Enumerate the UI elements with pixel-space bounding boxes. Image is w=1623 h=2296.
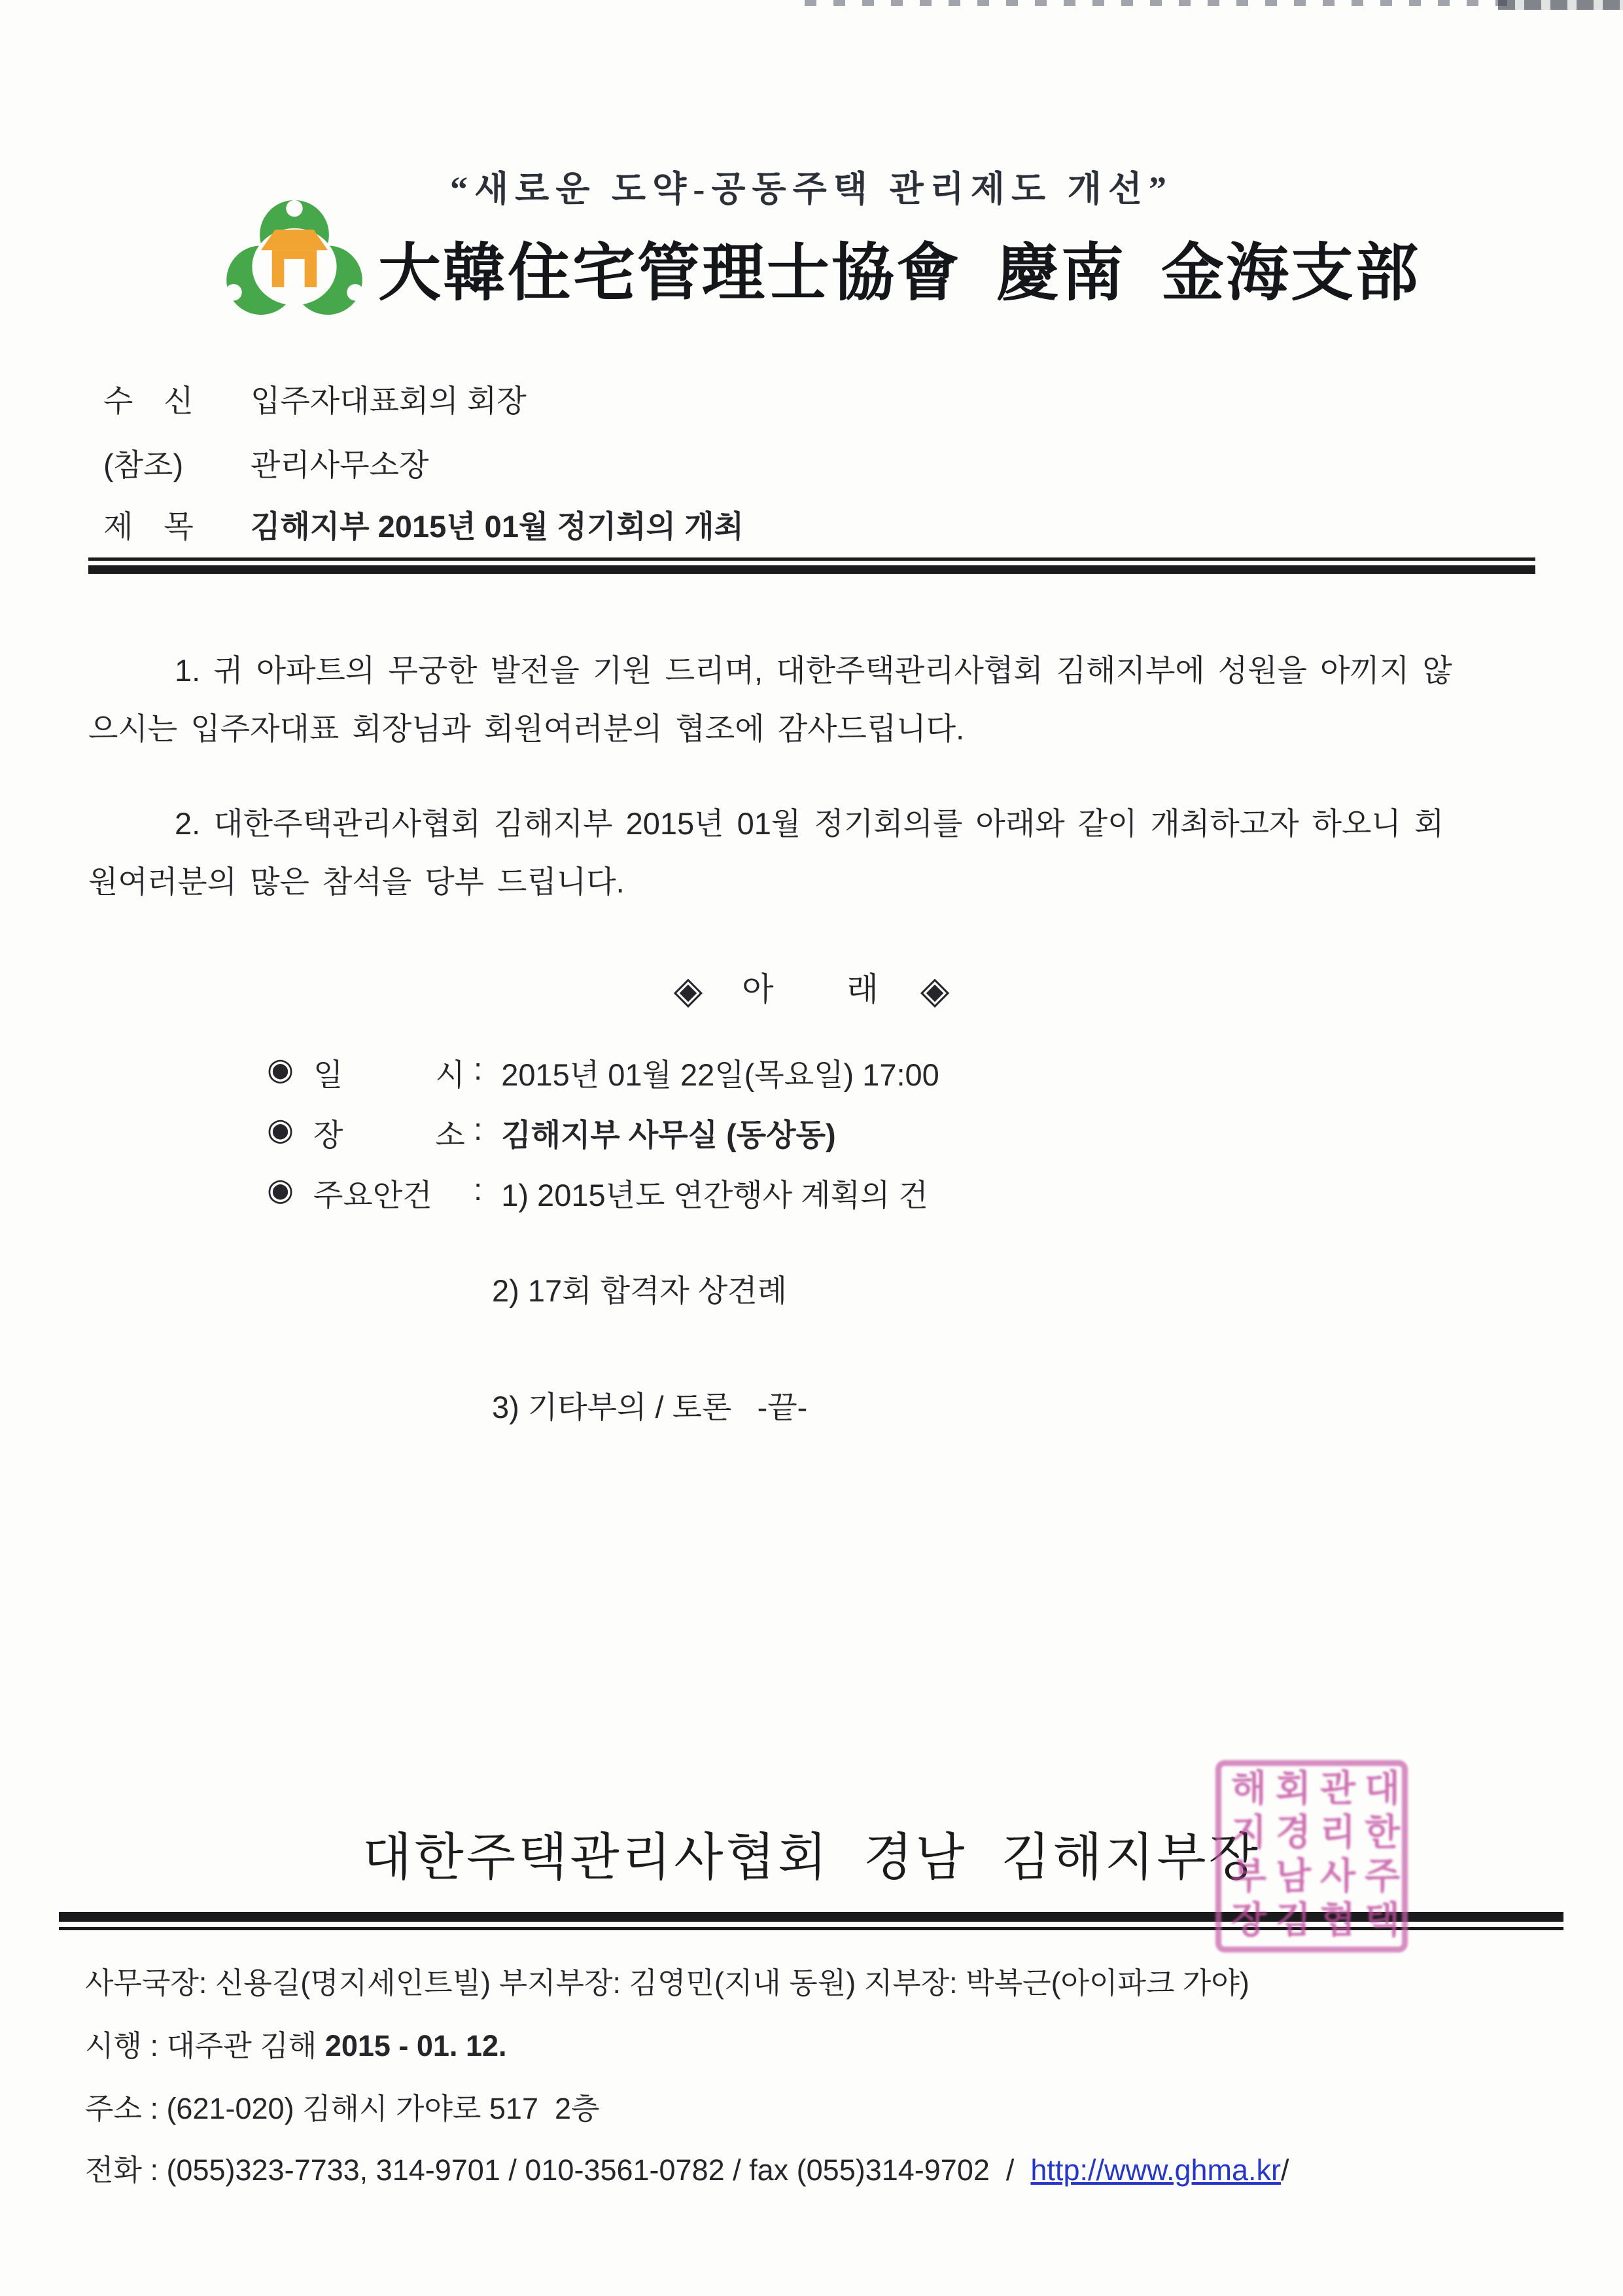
detail-value: 1) 2015년도 연간행사 계획의 건 (501, 1178, 928, 1212)
association-logo-icon (217, 195, 372, 317)
scan-artifact-top-corner (1498, 0, 1623, 10)
detail-colon: : (465, 1051, 491, 1086)
agenda-item-3: 3) 기타부의 / 토론 -끝- (492, 1390, 808, 1424)
website-suffix: / (1281, 2153, 1289, 2187)
footer-issue-line (85, 2022, 507, 2064)
bullet-icon: ◉ (267, 1051, 294, 1086)
detail-row-place (267, 1111, 836, 1155)
slogan-quote: “새로운 도약-공동주택 관리제도 개선” (450, 169, 1173, 209)
body-paragraph-1: 1. 귀 아파트의 무궁한 발전을 기원 드리며, 대한주택관리사협회 김해지부에 성원을 아끼지 않으시는 입주자대표 회장님과 회원여러분의 협조에 감사드립니다. (88, 653, 1452, 746)
phone-numbers: 전화 : (055)323-7733, 314-9701 / 010-3561-0782 / fax (055)314-9702 / (85, 2153, 1031, 2187)
cc-label: (참조) (103, 448, 184, 482)
detail-row-datetime (267, 1051, 939, 1095)
detail-colon: : (465, 1112, 491, 1146)
website-link[interactable]: http://www.ghma.kr (1030, 2153, 1282, 2187)
below-heading (0, 963, 1623, 1012)
recipient-value: 입주자대표회의 회장 (251, 383, 527, 418)
subject-row (103, 503, 744, 546)
header-rule-thin (88, 557, 1535, 561)
footer-address-line: 주소 : (621-020) 김해시 가야로 517 2층 (85, 2092, 600, 2125)
letterhead (217, 195, 1420, 317)
subject-label: 제 목 (103, 509, 194, 544)
scan-artifact-top-strip (805, 0, 1524, 6)
below-heading-text: 아 래 (742, 971, 881, 1008)
detail-label: 일 시 (313, 1057, 465, 1092)
bullet-icon: ◉ (267, 1172, 294, 1207)
cc-row (103, 441, 428, 485)
detail-value: 2015년 01월 22일(목요일) 17:00 (501, 1057, 939, 1092)
body-paragraph-2: 2. 대한주택관리사협회 김해지부 2015년 01월 정기회의를 아래와 같이 개최하고자 하오니 회원여러분의 많은 참석을 당부 드립니다. (88, 806, 1444, 899)
subject-value: 김해지부 2015년 01월 정기회의 개최 (251, 509, 744, 544)
official-seal-stamp: 대한주택관리사협회경남김해지부장 (1215, 1760, 1408, 1952)
agenda-item-2: 2) 17회 합격자 상견례 (492, 1273, 788, 1308)
header-rule-thick (88, 565, 1535, 574)
diamond-icon: ◈ (920, 969, 950, 1012)
bullet-icon: ◉ (267, 1112, 294, 1146)
detail-colon: : (465, 1172, 491, 1207)
detail-value: 김해지부 사무실 (동상동) (501, 1118, 836, 1152)
detail-row-agenda (267, 1171, 928, 1215)
diamond-icon: ◈ (673, 969, 703, 1012)
footer-staff-line: 사무국장: 신용길(명지세인트빌) 부지부장: 김영민(지내 동원) 지부장: 박복근(아이파크 가야) (85, 1966, 1249, 2000)
cc-value: 관리사무소장 (251, 448, 429, 482)
recipient-label: 수 신 (103, 383, 194, 418)
signature-title: 대한주택관리사협회 경남 김해지부장 (362, 1828, 1261, 1886)
recipient-row (103, 377, 527, 421)
detail-label: 주요안건 (313, 1178, 432, 1212)
detail-label: 장 소 (313, 1118, 465, 1152)
issue-number: 2015 - 01. 12. (324, 2029, 507, 2062)
org-title: 大韓住宅管理士協會 慶南 金海支部 (378, 238, 1420, 308)
footer-phone-line (85, 2146, 1289, 2189)
issue-prefix: 시행 : 대주관 김해 (85, 2029, 325, 2062)
